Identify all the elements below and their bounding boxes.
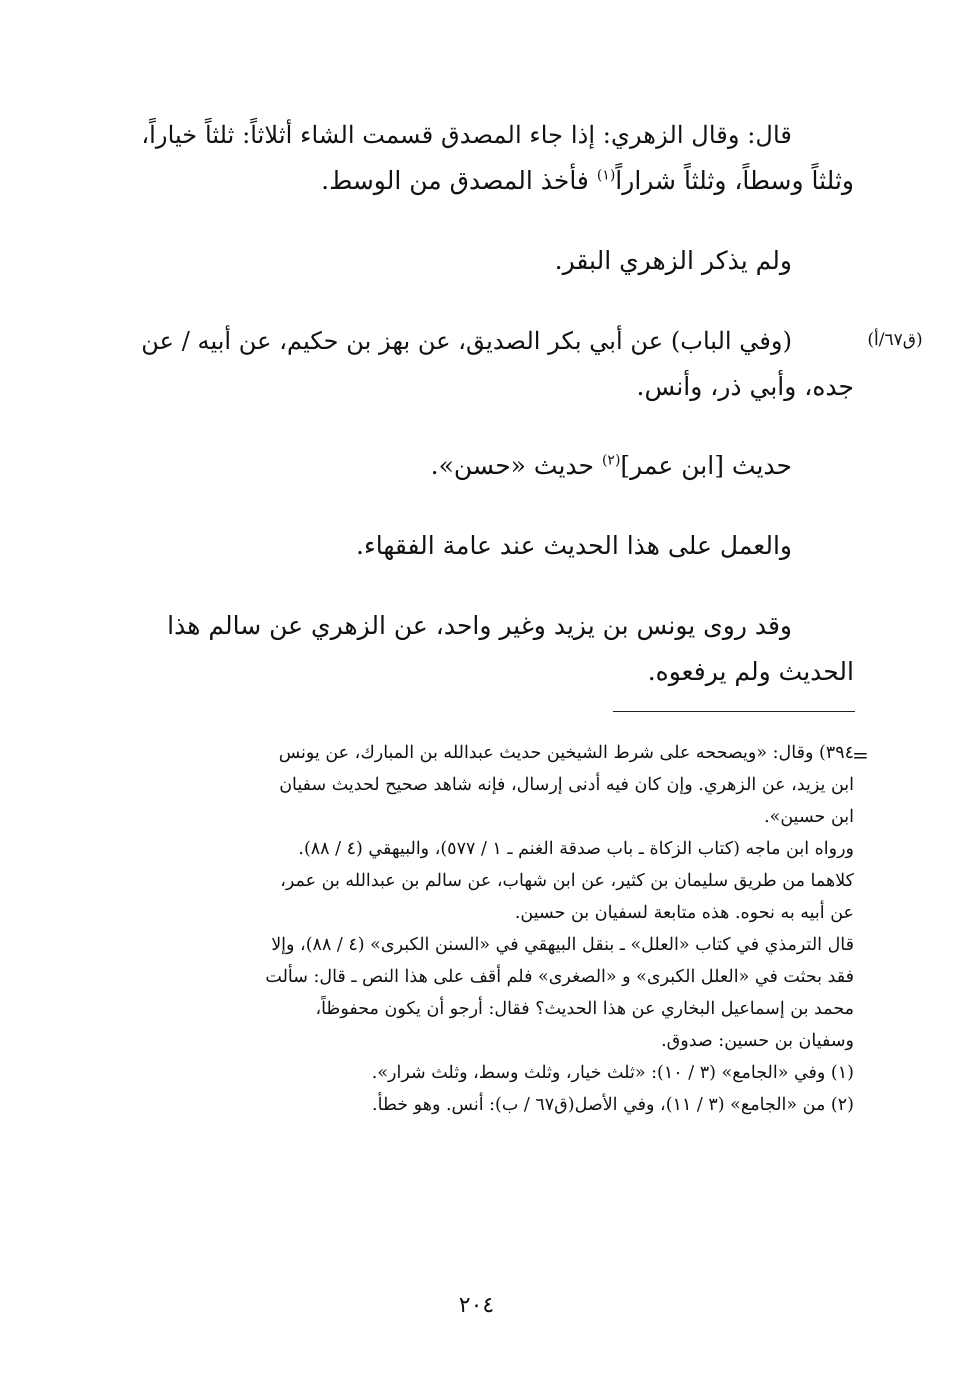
footnote-separator — [613, 711, 855, 712]
page-number: ٢٠٤ — [458, 1293, 495, 1318]
text-line: قال: وقال الزهري: إذا جاء المصدق قسمت الشاء أثلاثاً: ثلثاً خياراً، — [141, 120, 792, 149]
text-line: وقد روى يونس بن يزيد وغير واحد، عن الزهري عن سالم هذا — [167, 611, 792, 640]
footnote-reference: (١) — [596, 167, 616, 184]
paragraph-scholars-practice — [128, 523, 854, 569]
paragraph-hadith-grade — [128, 443, 854, 489]
text-line: (وفي الباب) عن أبي بكر الصديق، عن بهز بن حكيم، عن أبيه / عن — [141, 327, 792, 355]
text-line: والعمل على هذا الحديث عند عامة الفقهاء. — [356, 531, 792, 560]
footnote-line: قال الترمذي في كتاب «العلل» ـ بنقل البيهقي في «السنن الكبرى» (٤ / ٨٨)، وإلا — [271, 935, 854, 955]
continuation-marker: = — [852, 743, 869, 767]
manuscript-folio-note: (ق٦٧/أ) — [867, 330, 923, 350]
text-segment: حديث [ابن عمر] — [620, 451, 792, 480]
footnote-2: (٢) من «الجامع» (٣ / ١١)، وفي الأصل(ق٦٧ / ب): أنس. وهو خطأ. — [372, 1095, 854, 1115]
text-line: جده، وأبي ذر، وأنس. — [636, 372, 854, 401]
paragraph-zuhri-quote — [128, 112, 854, 204]
footnote-reference: (٢) — [601, 452, 621, 469]
text-line: ولم يذكر الزهري البقر. — [554, 246, 792, 275]
footnote-line: وسفيان بن حسين: صدوق. — [661, 1031, 854, 1051]
footnote-1: (١) وفي «الجامع» (٣ / ١٠): «ثلث خيار، وثلث وسط، وثلث شرار». — [371, 1063, 854, 1083]
footnote-line: ٣٩٤) وقال: «ويصححه على شرط الشيخين حديث عبدالله بن المبارك، عن يونس — [278, 743, 854, 763]
text-line — [128, 443, 854, 489]
footnote-line: كلاهما من طريق سليمان بن كثير، عن ابن شهاب، عن سالم بن عبدالله بن عمر، — [280, 871, 854, 891]
text-segment: وثلثاً وسطاً، وثلثاً شراراً — [615, 166, 854, 195]
text-segment: حديث «حسن». — [430, 451, 602, 480]
footnote-line: فقد بحثت في «العلل الكبرى» و «الصغرى» فلم أقف على هذا النص ـ قال: سألت — [265, 967, 854, 987]
paragraph-no-cattle — [128, 238, 854, 284]
footnote-line: عن أبيه به نحوه. هذه متابعة لسفيان بن حسين. — [514, 903, 854, 923]
footnote-line: محمد بن إسماعيل البخاري عن هذا الحديث؟ فقال: أرجو أن يكون محفوظاً، — [315, 999, 854, 1019]
text-line — [128, 158, 854, 204]
footnotes — [128, 737, 854, 1121]
text-line: الحديث ولم يرفعوه. — [647, 657, 854, 686]
footnote-line: ابن حسين». — [764, 807, 854, 827]
footnote-line: ابن يزيد، عن الزهري. وإن كان فيه أدنى إرسال، فإنه شاهد صحيح لحديث سفيان — [279, 775, 854, 795]
paragraph-in-the-chapter — [128, 318, 854, 410]
paragraph-yunus-narration — [128, 603, 854, 695]
footnote-line: ورواه ابن ماجه (كتاب الزكاة ـ باب صدقة الغنم ـ ١ / ٥٧٧)، والبيهقي (٤ / ٨٨). — [298, 839, 854, 859]
text-segment: فأخذ المصدق من الوسط. — [321, 166, 597, 195]
